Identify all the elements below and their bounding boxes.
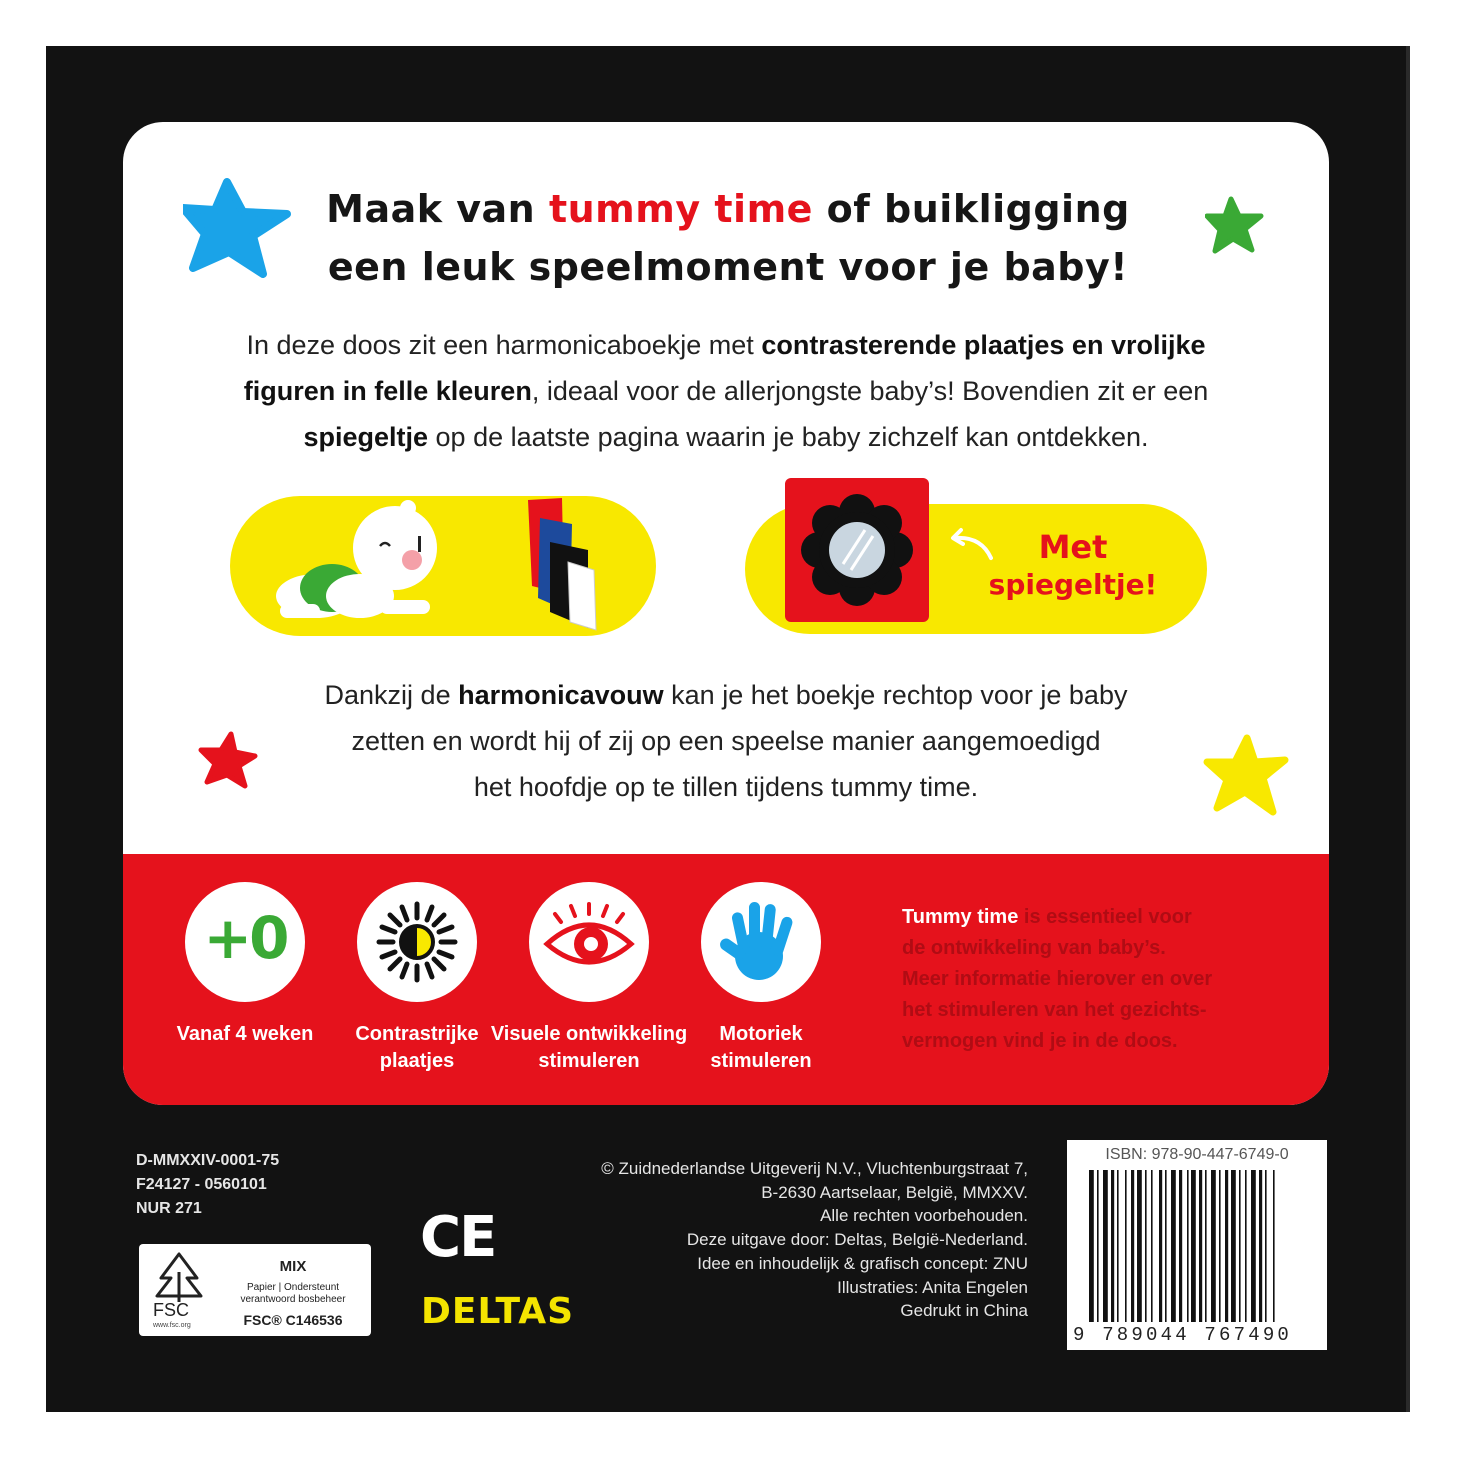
- fsc-label: FSC www.fsc.org MIX Papier | Ondersteunt verantwoord bosbeheer FSC® C146536: [139, 1244, 371, 1336]
- contrast-sun-icon: [357, 882, 477, 1002]
- feature-caption-visual: Visuele ontwikkeling stimuleren: [490, 1023, 688, 1072]
- fold-paragraph: Dankzij de harmonicavouw kan je het boekje rechtop voor je baby zetten en wordt hij of zij op een speelse manier aangemoedigd het hoofdje op te tillen tijdens tummy time.: [324, 680, 1128, 802]
- green-star-icon: [1205, 196, 1265, 254]
- publisher-credits: © Zuidnederlandse Uitgeverij N.V., Vluchtenburgstraat 7, B-2630 Aartselaar, België, MMXXV. Alle rechten voorbehouden. Deze uitgave door: Deltas, België-Nederland. Idee en inhoudelijk & grafisch concept: ZNU Illustraties: Anita Engelen Gedrukt in China: [601, 1159, 1028, 1321]
- age-plus-zero-icon: +0: [185, 882, 305, 1002]
- feature-caption-contrast: Contrastrijke plaatjes: [355, 1023, 479, 1072]
- headline-line-1: Maak van tummy time of buikligging: [326, 187, 1130, 231]
- mirror-label: Met spiegeltje!: [988, 528, 1158, 601]
- isbn-barcode: [1067, 1140, 1327, 1350]
- contrast-card-illustration: [510, 494, 630, 634]
- eye-icon: [529, 882, 649, 1002]
- mirror-card: [785, 478, 929, 622]
- hand-icon: [701, 882, 821, 1002]
- ean-digits: 9 789044 767490: [1073, 1324, 1293, 1346]
- fsc-tree-icon: [149, 1250, 209, 1304]
- barcode-bars: [1089, 1170, 1309, 1322]
- headline-line-2: een leuk speelmoment voor je baby!: [327, 245, 1129, 289]
- headline-highlight: tummy time: [548, 187, 813, 231]
- product-codes: D-MMXXIV-0001-75 F24127 - 0560101 NUR 271: [136, 1152, 280, 1217]
- feature-caption-motor: Motoriek stimuleren: [710, 1023, 812, 1072]
- intro-paragraph: In deze doos zit een harmonicaboekje met contrasterende plaatjes en vrolijke figuren in felle kleuren, ideaal voor de allerjongste baby’s! Bovendien zit er een spiegeltje op de laatste pagina waarin je baby zichzelf kan ontdekken.: [243, 330, 1209, 452]
- cover-edge: [1406, 46, 1410, 1412]
- content-card: [123, 122, 1329, 1105]
- baby-illustration-pill: [230, 496, 656, 636]
- mirror-flower-icon: [785, 478, 929, 622]
- isbn-text: ISBN: 978-90-447-6749-0: [1105, 1146, 1289, 1163]
- ce-mark: CE: [420, 1205, 496, 1270]
- feature-caption-age: Vanaf 4 weken: [176, 1023, 314, 1045]
- headline: [263, 180, 1193, 296]
- tummy-time-info: Tummy time is essentieel voor de ontwikkeling van baby’s. Meer informatie hierover en over het stimuleren van het gezichts- vermogen vind je in de doos.: [902, 906, 1213, 1052]
- deltas-logo: DELTAS: [421, 1291, 575, 1332]
